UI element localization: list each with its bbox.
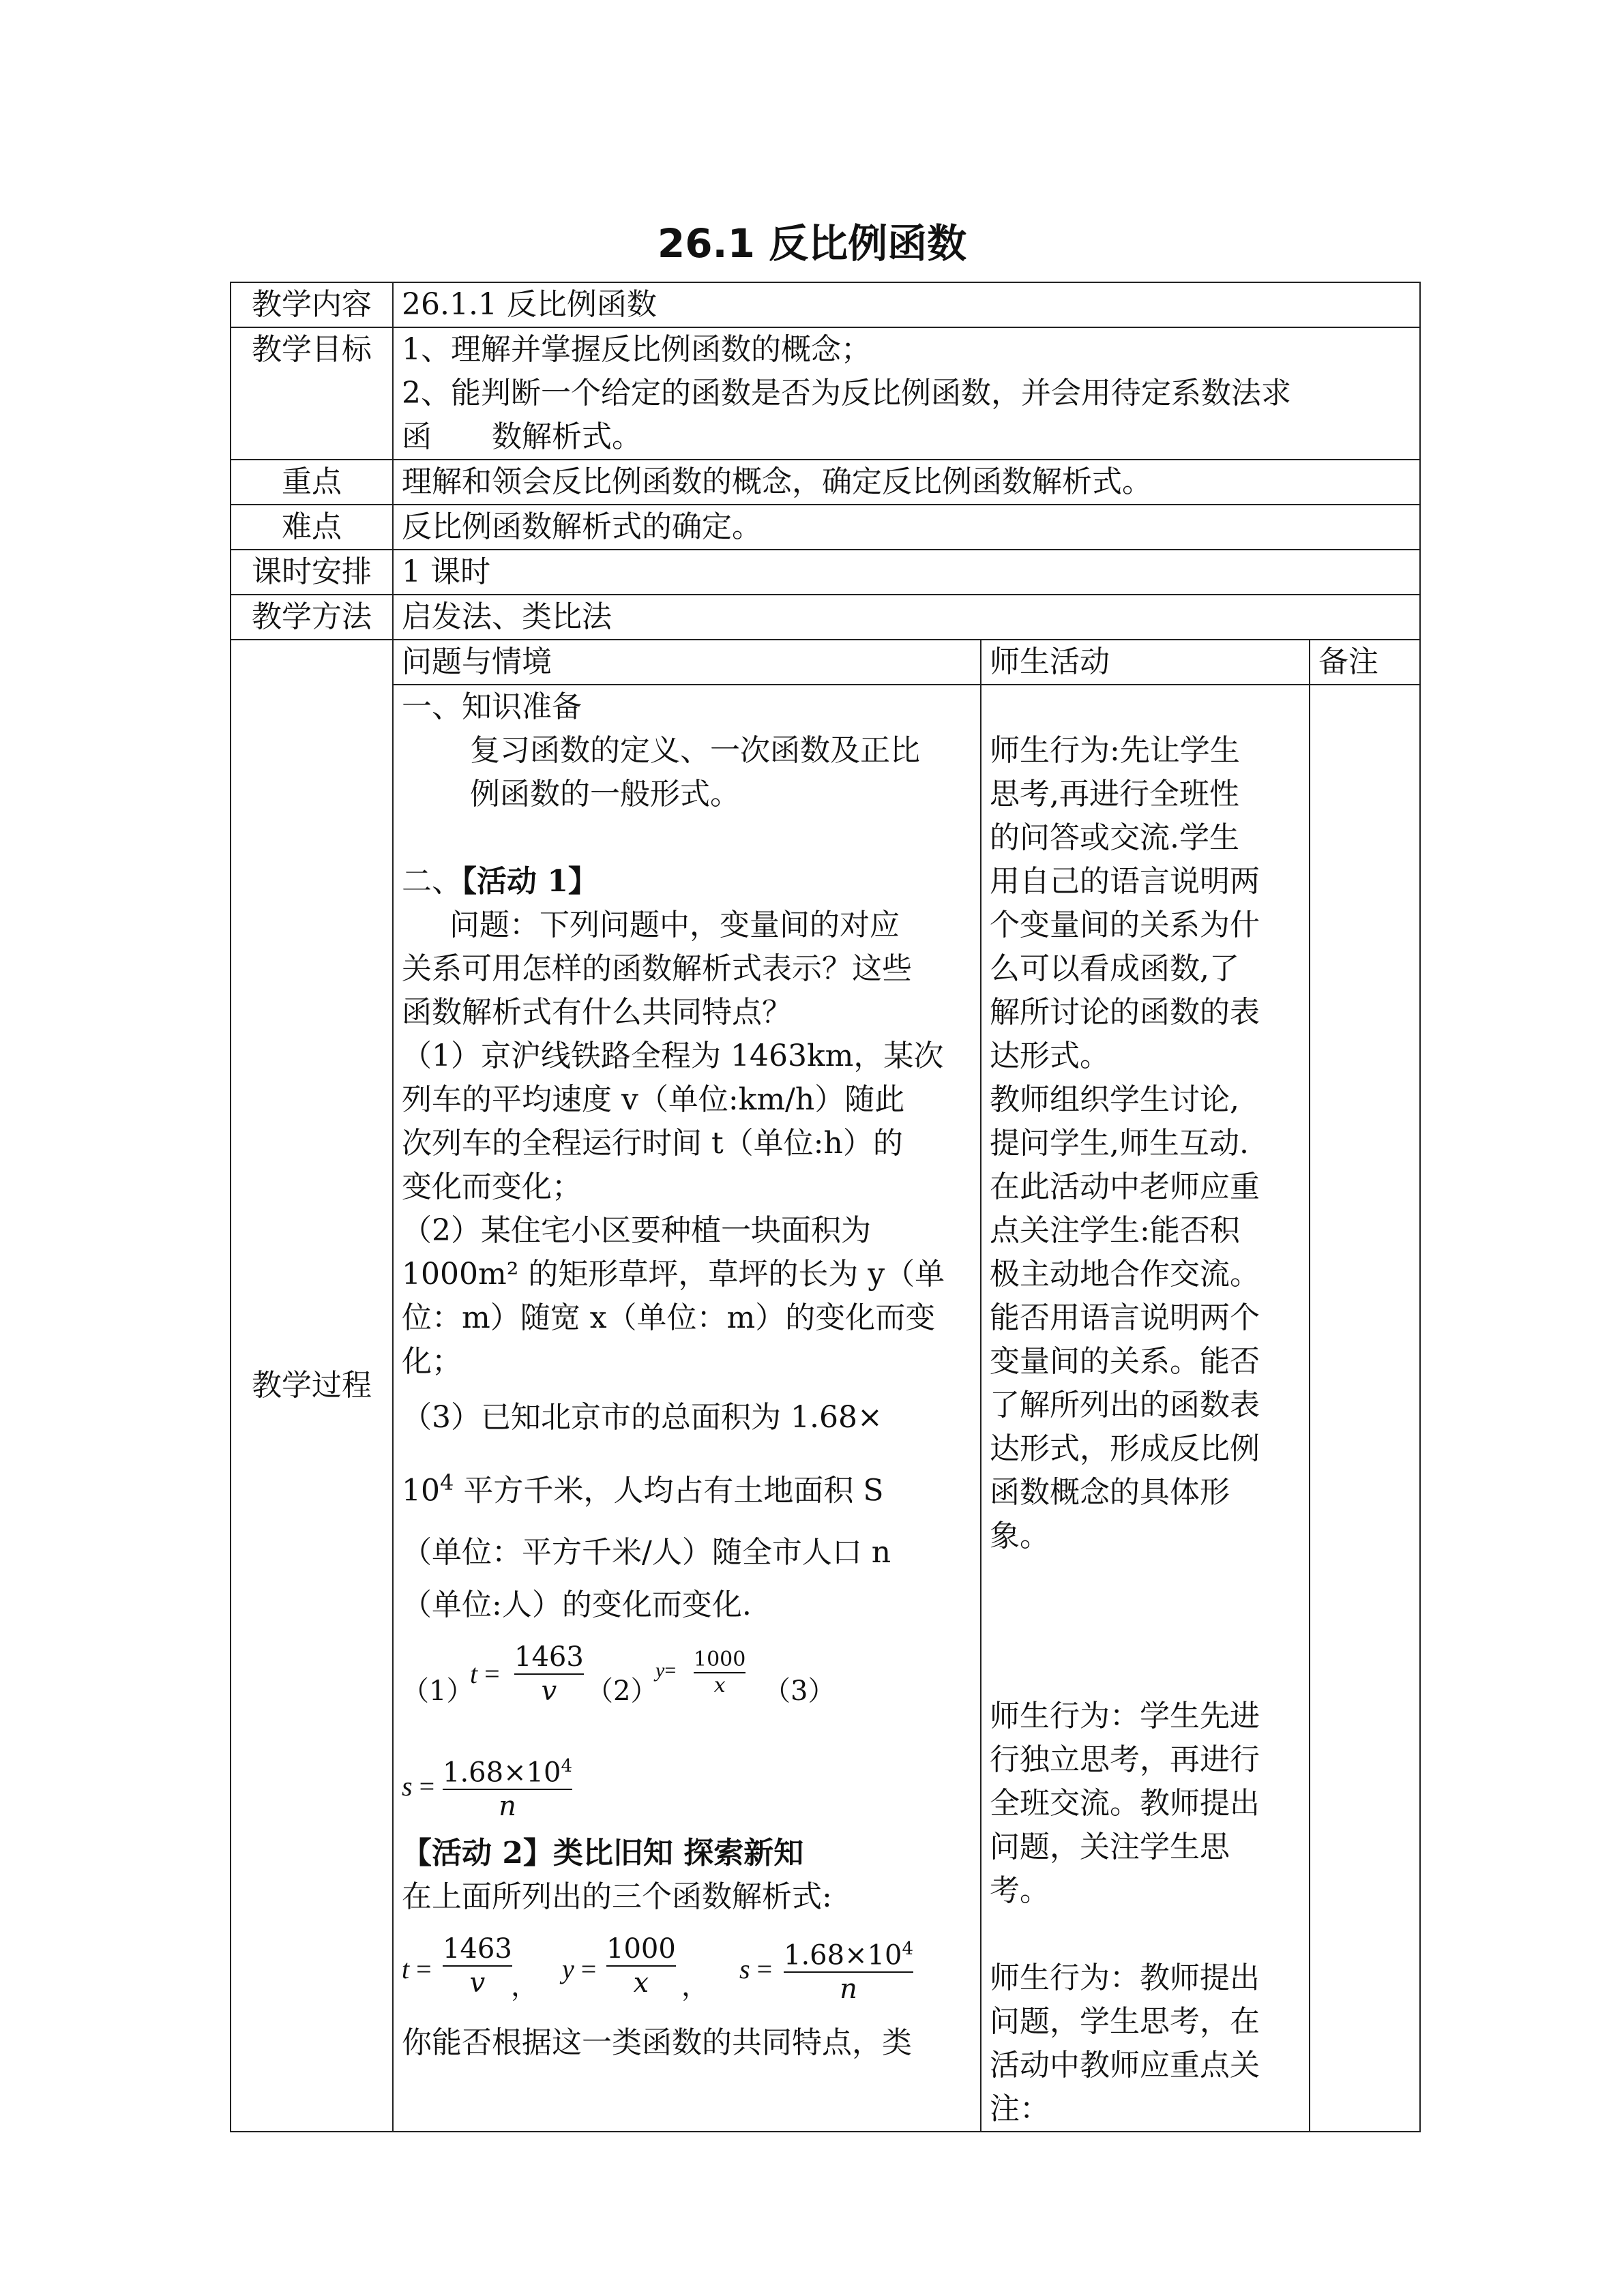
item3-exp: 4 (440, 1470, 454, 1495)
formula2-t-den: v (443, 1965, 512, 1999)
label-key: 重点 (231, 460, 393, 505)
formula-p1: （1） (402, 1675, 474, 1707)
activity-b3-0: 师生行为：教师提出 (990, 1960, 1260, 1995)
activity-b1-18: 象。 (990, 1519, 1050, 1553)
formula-t-num: 1463 (514, 1641, 584, 1673)
item2-line-3: 位：m）随宽 x（单位：m）的变化而变 (402, 1300, 936, 1335)
formula2-comma1: ， (511, 1970, 538, 2002)
activity-b3-2: 活动中教师应重点关 (990, 2048, 1260, 2083)
activity-b3-1: 问题，学生思考，在 (990, 2004, 1260, 2039)
formula-t-var: t = (470, 1658, 500, 1689)
formula-y-var-small: y= (655, 1658, 677, 1682)
section-knowledge: 一、知识准备 (402, 689, 582, 724)
activity-b2-2: 全班交流。教师提出 (990, 1786, 1260, 1821)
activity-b2-4: 考。 (990, 1873, 1050, 1908)
formula-y-num-small: 1000 (694, 1647, 746, 1671)
activity-b1-5: 么可以看成函数,了 (990, 951, 1239, 986)
question-line-1: 问题：下列问题中，变量间的对应 (449, 908, 900, 942)
activity2-title: 【活动 2】类比旧知 探索新知 (402, 1835, 804, 1870)
item1-line-2: 列车的平均速度 v（单位:km/h）随此 (402, 1082, 905, 1117)
question-line-2: 关系可用怎样的函数解析式表示？这些 (402, 951, 912, 986)
row-process-body (231, 685, 1420, 2132)
formula-s-den: n (443, 1789, 572, 1823)
activity-b1-14: 变量间的关系。能否 (990, 1344, 1260, 1379)
value-goals (393, 327, 1420, 460)
formula2-s-num: $1.68\times 10^4$ (784, 1938, 914, 1971)
row-goals (231, 327, 1420, 460)
activity-b1-0: 师生行为:先让学生 (990, 733, 1240, 768)
last-line: 你能否根据这一类函数的共同特点，类 (402, 2025, 912, 2060)
row-difficulty (231, 505, 1420, 550)
label-content: 教学内容 (231, 282, 393, 327)
activity-b1-4: 个变量间的关系为什 (990, 908, 1260, 942)
formula2-t-num: 1463 (443, 1933, 512, 1965)
section2-prefix: 二、 (402, 864, 462, 899)
formula2-t-var: t = (402, 1953, 432, 1984)
activity-b1-7: 达形式。 (990, 1039, 1110, 1073)
formula-s-var: s = (402, 1770, 435, 1802)
activity-b1-2: 的问答或交流.学生 (990, 820, 1239, 855)
item3-line-2 (402, 1452, 972, 1522)
lesson-plan-table (230, 282, 1421, 2132)
item2-line-2: 1000m² 的矩形草坪，草坪的长为 y（单 (402, 1257, 945, 1292)
item3-rest: 平方千米，人均占有土地面积 S (454, 1473, 884, 1508)
label-difficulty: 难点 (231, 505, 393, 550)
row-process-header (231, 640, 1420, 685)
review-line-1: 复习函数的定义、一次函数及正比 (470, 733, 920, 768)
activity-b1-1: 思考,再进行全班性 (990, 777, 1239, 811)
formula2-y-num: 1000 (606, 1933, 676, 1965)
label-schedule: 课时安排 (231, 550, 393, 595)
header-activity: 师生活动 (981, 640, 1310, 685)
formula-p2: （2） (586, 1675, 658, 1707)
activity-b1-6: 解所讨论的函数的表 (990, 995, 1260, 1030)
above-line: 在上面所列出的三个函数解析式: (402, 1879, 832, 1914)
value-schedule: 1 课时 (393, 550, 1420, 595)
item2-line-4: 化； (402, 1344, 462, 1379)
activity-b1-12: 极主动地合作交流。 (990, 1257, 1260, 1292)
formula-s-frac (443, 1750, 572, 1823)
activity-b1-13: 能否用语言说明两个 (990, 1300, 1260, 1335)
page-title: 26.1 反比例函数 (657, 220, 967, 267)
formula2-y-frac (606, 1933, 676, 1999)
formula2-y-var: y = (562, 1953, 597, 1984)
formula-y-frac-small (694, 1648, 745, 1698)
activity-b2-0: 师生行为：学生先进 (990, 1699, 1260, 1733)
formula-t-den: v (514, 1673, 584, 1708)
formula2-s-var: s = (739, 1953, 773, 1984)
item1-line-4: 变化而变化； (402, 1169, 582, 1204)
formula-t-frac (514, 1641, 584, 1708)
label-goals: 教学目标 (231, 327, 393, 460)
value-method: 启发法、类比法 (393, 595, 1420, 640)
row-schedule (231, 550, 1420, 595)
value-content: 26.1.1 反比例函数 (393, 282, 1420, 327)
activity-b1-10: 在此活动中老师应重 (990, 1169, 1260, 1204)
activity-b1-3: 用自己的语言说明两 (990, 864, 1260, 899)
header-situation: 问题与情境 (393, 640, 981, 685)
item1-line-3: 次列车的全程运行时间 t（单位:h）的 (402, 1126, 903, 1161)
activity-b1-9: 提问学生,师生互动. (990, 1126, 1249, 1161)
formula-y-den-small: x (694, 1672, 745, 1698)
item3-base: 10 (402, 1473, 440, 1508)
section-activity1 (402, 860, 972, 904)
activity-b1-15: 了解所列出的函数表 (990, 1388, 1260, 1422)
formula-p3: （3） (763, 1675, 836, 1707)
situation-cell (393, 685, 981, 2132)
row-key (231, 460, 1420, 505)
activity-b2-3: 问题，关注学生思 (990, 1830, 1230, 1864)
formula-row-1 (402, 1627, 972, 1729)
item3-line-3: （单位：平方千米/人）随全市人口 n (402, 1534, 891, 1570)
activity-b1-8: 教师组织学生讨论, (990, 1082, 1239, 1117)
item1-line-1: （1）京沪线铁路全程为 1463km，某次 (402, 1039, 944, 1073)
activity-b1-17: 函数概念的具体形 (990, 1475, 1230, 1510)
activity-b3-3: 注： (990, 2091, 1050, 2126)
goal-line-1: 1、理解并掌握反比例函数的概念； (402, 332, 871, 367)
goal-line-2: 2、能判断一个给定的函数是否为反比例函数，并会用待定系数法求 (402, 376, 1291, 411)
question-line-3: 函数解析式有什么共同特点？ (402, 995, 792, 1030)
formula2-y-den: x (606, 1965, 676, 1999)
formula-s-num: $1.68\times 10^4$ (443, 1755, 573, 1788)
activity-cell (981, 685, 1310, 2132)
formula2-s-den: n (784, 1971, 913, 2006)
row-method (231, 595, 1420, 640)
item2-line-1: （2）某住宅小区要种植一块面积为 (402, 1213, 871, 1248)
activity-b1-16: 达形式，形成反比例 (990, 1431, 1260, 1466)
formula2-s-frac (784, 1933, 913, 2006)
activity1-title: 【活动 1】 (462, 864, 598, 899)
row-content (231, 282, 1420, 327)
review-line-2: 例函数的一般形式。 (470, 777, 740, 811)
item3-line-1: （3）已知北京市的总面积为 1.68× (402, 1400, 883, 1435)
formula2-t-frac (443, 1933, 512, 1999)
header-notes: 备注 (1310, 640, 1420, 685)
goal-line-3: 函 数解析式。 (402, 419, 642, 454)
value-difficulty: 反比例函数解析式的确定。 (393, 505, 1420, 550)
activity-b1-11: 点关注学生:能否积 (990, 1213, 1240, 1248)
activity-b2-1: 行独立思考，再进行 (990, 1742, 1260, 1777)
label-process: 教学过程 (231, 640, 393, 2132)
label-method: 教学方法 (231, 595, 393, 640)
value-key: 理解和领会反比例函数的概念，确定反比例函数解析式。 (393, 460, 1420, 505)
formula-row-3 (402, 1919, 972, 2021)
item3-line-4: （单位:人）的变化而变化. (402, 1587, 752, 1622)
formula-row-2 (402, 1729, 972, 1832)
notes-cell (1310, 685, 1420, 2132)
formula2-comma2: ， (681, 1970, 709, 2002)
